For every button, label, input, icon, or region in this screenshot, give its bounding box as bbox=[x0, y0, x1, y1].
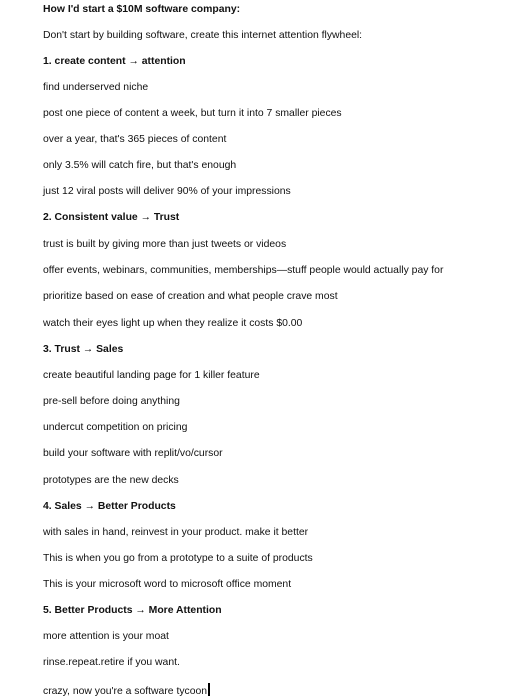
section-4-item: with sales in hand, reinvest in your product. make it better bbox=[43, 527, 309, 538]
section-5-item: crazy, now you're a software tycoon bbox=[43, 686, 208, 697]
section-5-item: rinse.repeat.retire if you want. bbox=[43, 657, 180, 668]
section-4-item: This is when you go from a prototype to a suite of products bbox=[43, 553, 313, 564]
section-1-item: just 12 viral posts will deliver 90% of your impressions bbox=[43, 186, 291, 197]
section-heading-2: 2. Consistent value → Trust bbox=[43, 212, 180, 223]
section-4-item: This is your microsoft word to microsoft office moment bbox=[43, 579, 292, 590]
section-2-item: trust is built by giving more than just tweets or videos bbox=[43, 239, 287, 250]
section-heading-3: 3. Trust → Sales bbox=[43, 344, 124, 355]
document-title: How I'd start a $10M software company: bbox=[43, 4, 241, 15]
section-3-item: create beautiful landing page for 1 killer feature bbox=[43, 370, 260, 381]
section-1-item: post one piece of content a week, but turn it into 7 smaller pieces bbox=[43, 108, 342, 119]
text-cursor bbox=[208, 683, 210, 696]
intro-paragraph: Don't start by building software, create this internet attention flywheel: bbox=[43, 30, 363, 41]
section-3-item: undercut competition on pricing bbox=[43, 422, 188, 433]
section-3-item: build your software with replit/vo/cursor bbox=[43, 448, 223, 459]
section-3-item: prototypes are the new decks bbox=[43, 475, 179, 486]
section-1-item: over a year, that's 365 pieces of content bbox=[43, 134, 227, 145]
section-2-item: watch their eyes light up when they realize it costs $0.00 bbox=[43, 318, 303, 329]
section-1-item: only 3.5% will catch fire, but that's enough bbox=[43, 160, 237, 171]
section-heading-5: 5. Better Products → More Attention bbox=[43, 605, 222, 616]
section-5-item: more attention is your moat bbox=[43, 631, 169, 642]
section-2-item: prioritize based on ease of creation and what people crave most bbox=[43, 291, 338, 302]
section-1-item: find underserved niche bbox=[43, 82, 149, 93]
section-3-item: pre-sell before doing anything bbox=[43, 396, 180, 407]
section-5-last-line bbox=[43, 683, 210, 699]
section-heading-4: 4. Sales → Better Products bbox=[43, 501, 176, 512]
section-2-item: offer events, webinars, communities, memberships—stuff people would actually pay for bbox=[43, 265, 444, 276]
section-heading-1: 1. create content → attention bbox=[43, 56, 186, 67]
